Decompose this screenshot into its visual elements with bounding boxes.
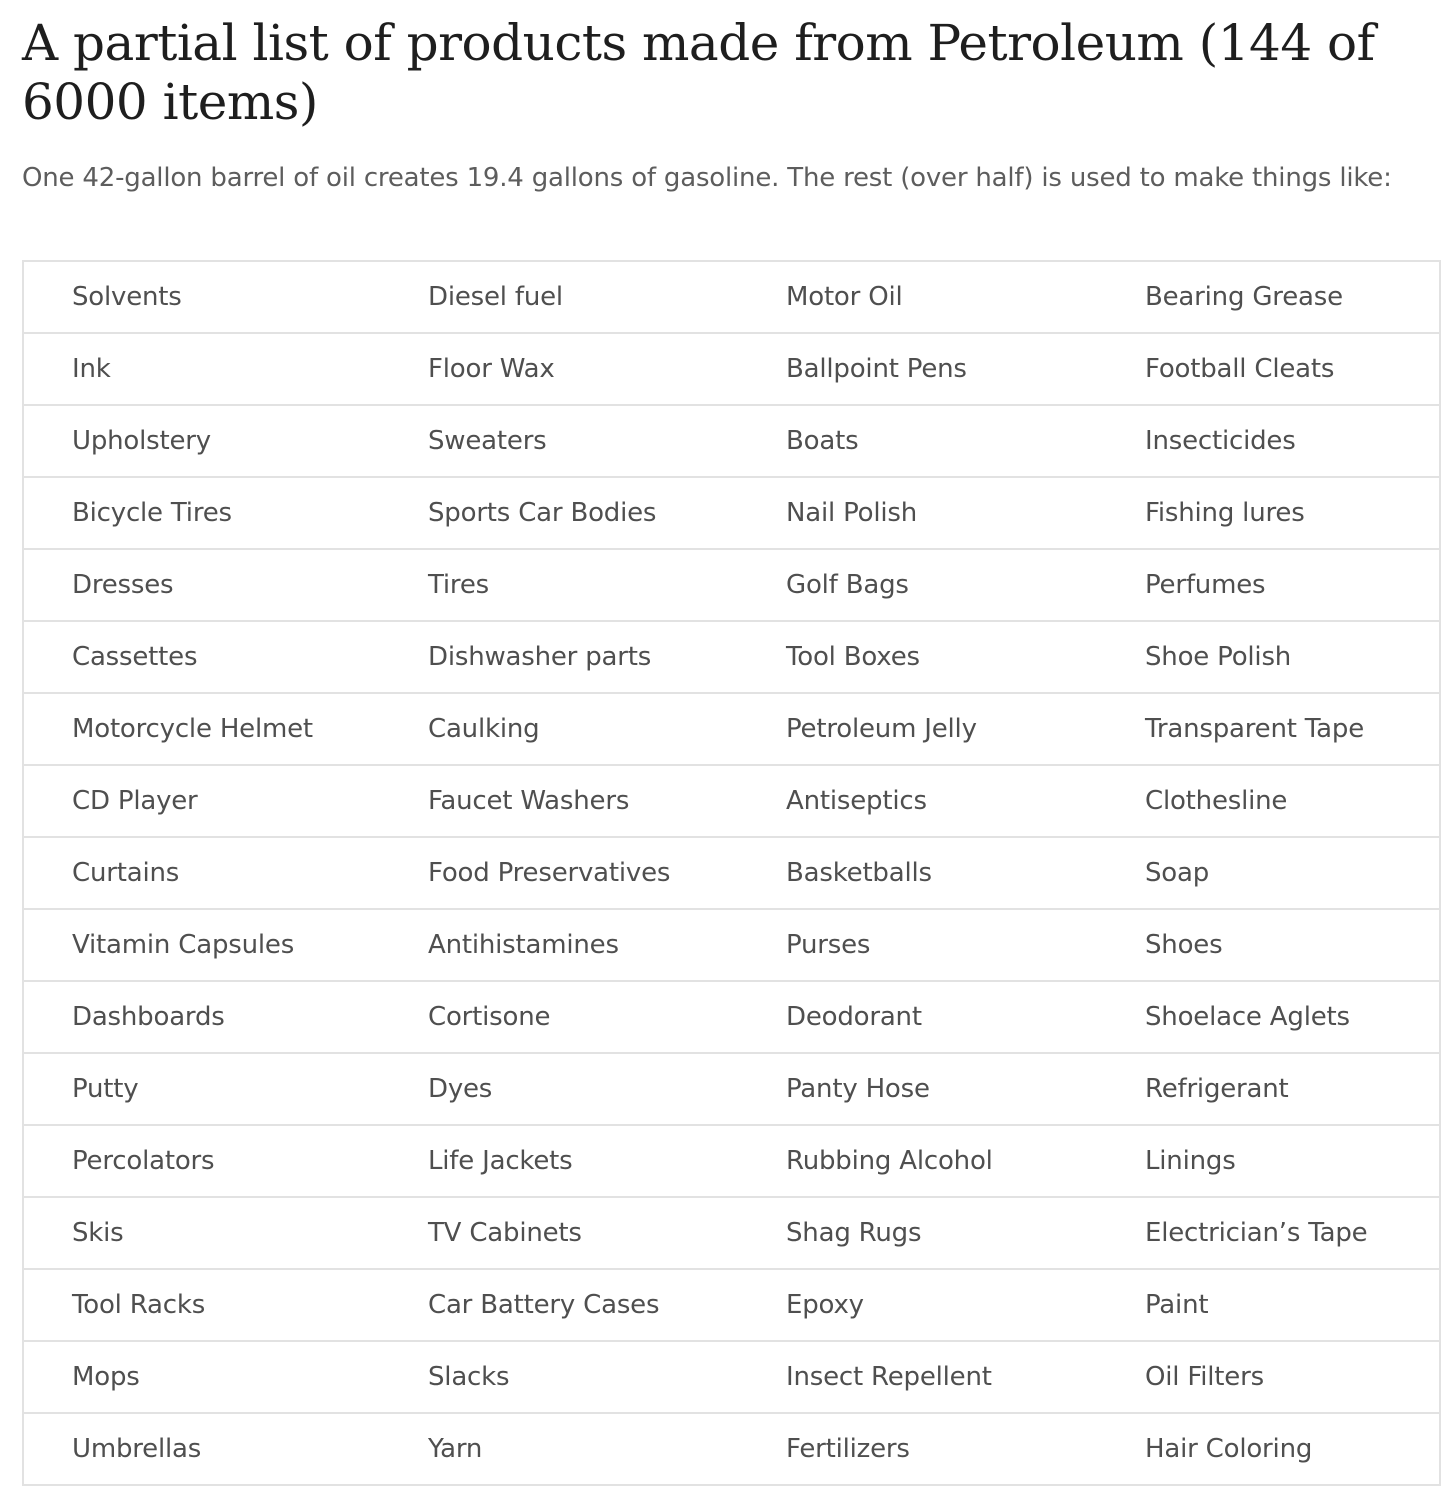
table-cell: Tires xyxy=(380,549,738,621)
table-row xyxy=(23,1341,1440,1413)
table-cell: Bicycle Tires xyxy=(23,477,380,549)
table-cell: Vitamin Capsules xyxy=(23,909,380,981)
table-cell: Electrician’s Tape xyxy=(1097,1197,1440,1269)
table-cell: Upholstery xyxy=(23,405,380,477)
table-row xyxy=(23,837,1440,909)
table-cell: Cortisone xyxy=(380,981,738,1053)
table-cell: Deodorant xyxy=(738,981,1097,1053)
table-cell: Antiseptics xyxy=(738,765,1097,837)
table-row xyxy=(23,1413,1440,1485)
table-row xyxy=(23,621,1440,693)
table-row xyxy=(23,477,1440,549)
table-cell: Curtains xyxy=(23,837,380,909)
table-cell: Fishing lures xyxy=(1097,477,1440,549)
table-cell: Football Cleats xyxy=(1097,333,1440,405)
table-cell: Purses xyxy=(738,909,1097,981)
table-cell: Sweaters xyxy=(380,405,738,477)
table-cell: Mops xyxy=(23,1341,380,1413)
table-cell: Ink xyxy=(23,333,380,405)
table-cell: Motor Oil xyxy=(738,261,1097,333)
table-cell: Paint xyxy=(1097,1269,1440,1341)
table-row xyxy=(23,549,1440,621)
table-cell: Bearing Grease xyxy=(1097,261,1440,333)
table-cell: Tool Racks xyxy=(23,1269,380,1341)
table-cell: Dishwasher parts xyxy=(380,621,738,693)
page-title: A partial list of products made from Petroleum (144 of 6000 items) xyxy=(22,14,1375,131)
table-cell: Nail Polish xyxy=(738,477,1097,549)
table-cell: Antihistamines xyxy=(380,909,738,981)
table-cell: Umbrellas xyxy=(23,1413,380,1485)
table-cell: Perfumes xyxy=(1097,549,1440,621)
table-cell: Putty xyxy=(23,1053,380,1125)
table-cell: Dresses xyxy=(23,549,380,621)
table-cell: Shoes xyxy=(1097,909,1440,981)
table-row xyxy=(23,333,1440,405)
table-cell: Soap xyxy=(1097,837,1440,909)
table-row xyxy=(23,1269,1440,1341)
table-cell: Tool Boxes xyxy=(738,621,1097,693)
table-row xyxy=(23,981,1440,1053)
table-cell: Percolators xyxy=(23,1125,380,1197)
table-cell: Dyes xyxy=(380,1053,738,1125)
table-cell: Basketballs xyxy=(738,837,1097,909)
table-cell: Shoe Polish xyxy=(1097,621,1440,693)
table-cell: Faucet Washers xyxy=(380,765,738,837)
table-cell: Solvents xyxy=(23,261,380,333)
table-row xyxy=(23,909,1440,981)
table-row xyxy=(23,765,1440,837)
table-cell: Clothesline xyxy=(1097,765,1440,837)
table-cell: Diesel fuel xyxy=(380,261,738,333)
table-cell: Refrigerant xyxy=(1097,1053,1440,1125)
table-row xyxy=(23,1053,1440,1125)
table-cell: CD Player xyxy=(23,765,380,837)
table-cell: Fertilizers xyxy=(738,1413,1097,1485)
table-cell: Ballpoint Pens xyxy=(738,333,1097,405)
table-cell: Car Battery Cases xyxy=(380,1269,738,1341)
table-cell: Motorcycle Helmet xyxy=(23,693,380,765)
table-cell: Oil Filters xyxy=(1097,1341,1440,1413)
table-cell: Floor Wax xyxy=(380,333,738,405)
table-cell: Boats xyxy=(738,405,1097,477)
table-cell: Caulking xyxy=(380,693,738,765)
table-cell: Cassettes xyxy=(23,621,380,693)
table-cell: Insecticides xyxy=(1097,405,1440,477)
table-cell: Transparent Tape xyxy=(1097,693,1440,765)
table-cell: Shoelace Aglets xyxy=(1097,981,1440,1053)
table-row xyxy=(23,405,1440,477)
table-row xyxy=(23,261,1440,333)
table-cell: Shag Rugs xyxy=(738,1197,1097,1269)
table-cell: Golf Bags xyxy=(738,549,1097,621)
table-cell: Skis xyxy=(23,1197,380,1269)
table-cell: TV Cabinets xyxy=(380,1197,738,1269)
products-table-body xyxy=(23,261,1440,1485)
table-cell: Sports Car Bodies xyxy=(380,477,738,549)
table-cell: Hair Coloring xyxy=(1097,1413,1440,1485)
table-cell: Panty Hose xyxy=(738,1053,1097,1125)
table-cell: Dashboards xyxy=(23,981,380,1053)
table-row xyxy=(23,1197,1440,1269)
table-cell: Petroleum Jelly xyxy=(738,693,1097,765)
table-cell: Food Preservatives xyxy=(380,837,738,909)
page-subtitle: One 42-gallon barrel of oil creates 19.4 gallons of gasoline. The rest (over half) is used to make things like: xyxy=(22,163,1392,193)
products-table xyxy=(22,260,1441,1486)
table-cell: Slacks xyxy=(380,1341,738,1413)
table-row xyxy=(23,1125,1440,1197)
table-cell: Life Jackets xyxy=(380,1125,738,1197)
table-row xyxy=(23,693,1440,765)
table-cell: Yarn xyxy=(380,1413,738,1485)
table-cell: Rubbing Alcohol xyxy=(738,1125,1097,1197)
table-cell: Linings xyxy=(1097,1125,1440,1197)
table-cell: Insect Repellent xyxy=(738,1341,1097,1413)
table-cell: Epoxy xyxy=(738,1269,1097,1341)
